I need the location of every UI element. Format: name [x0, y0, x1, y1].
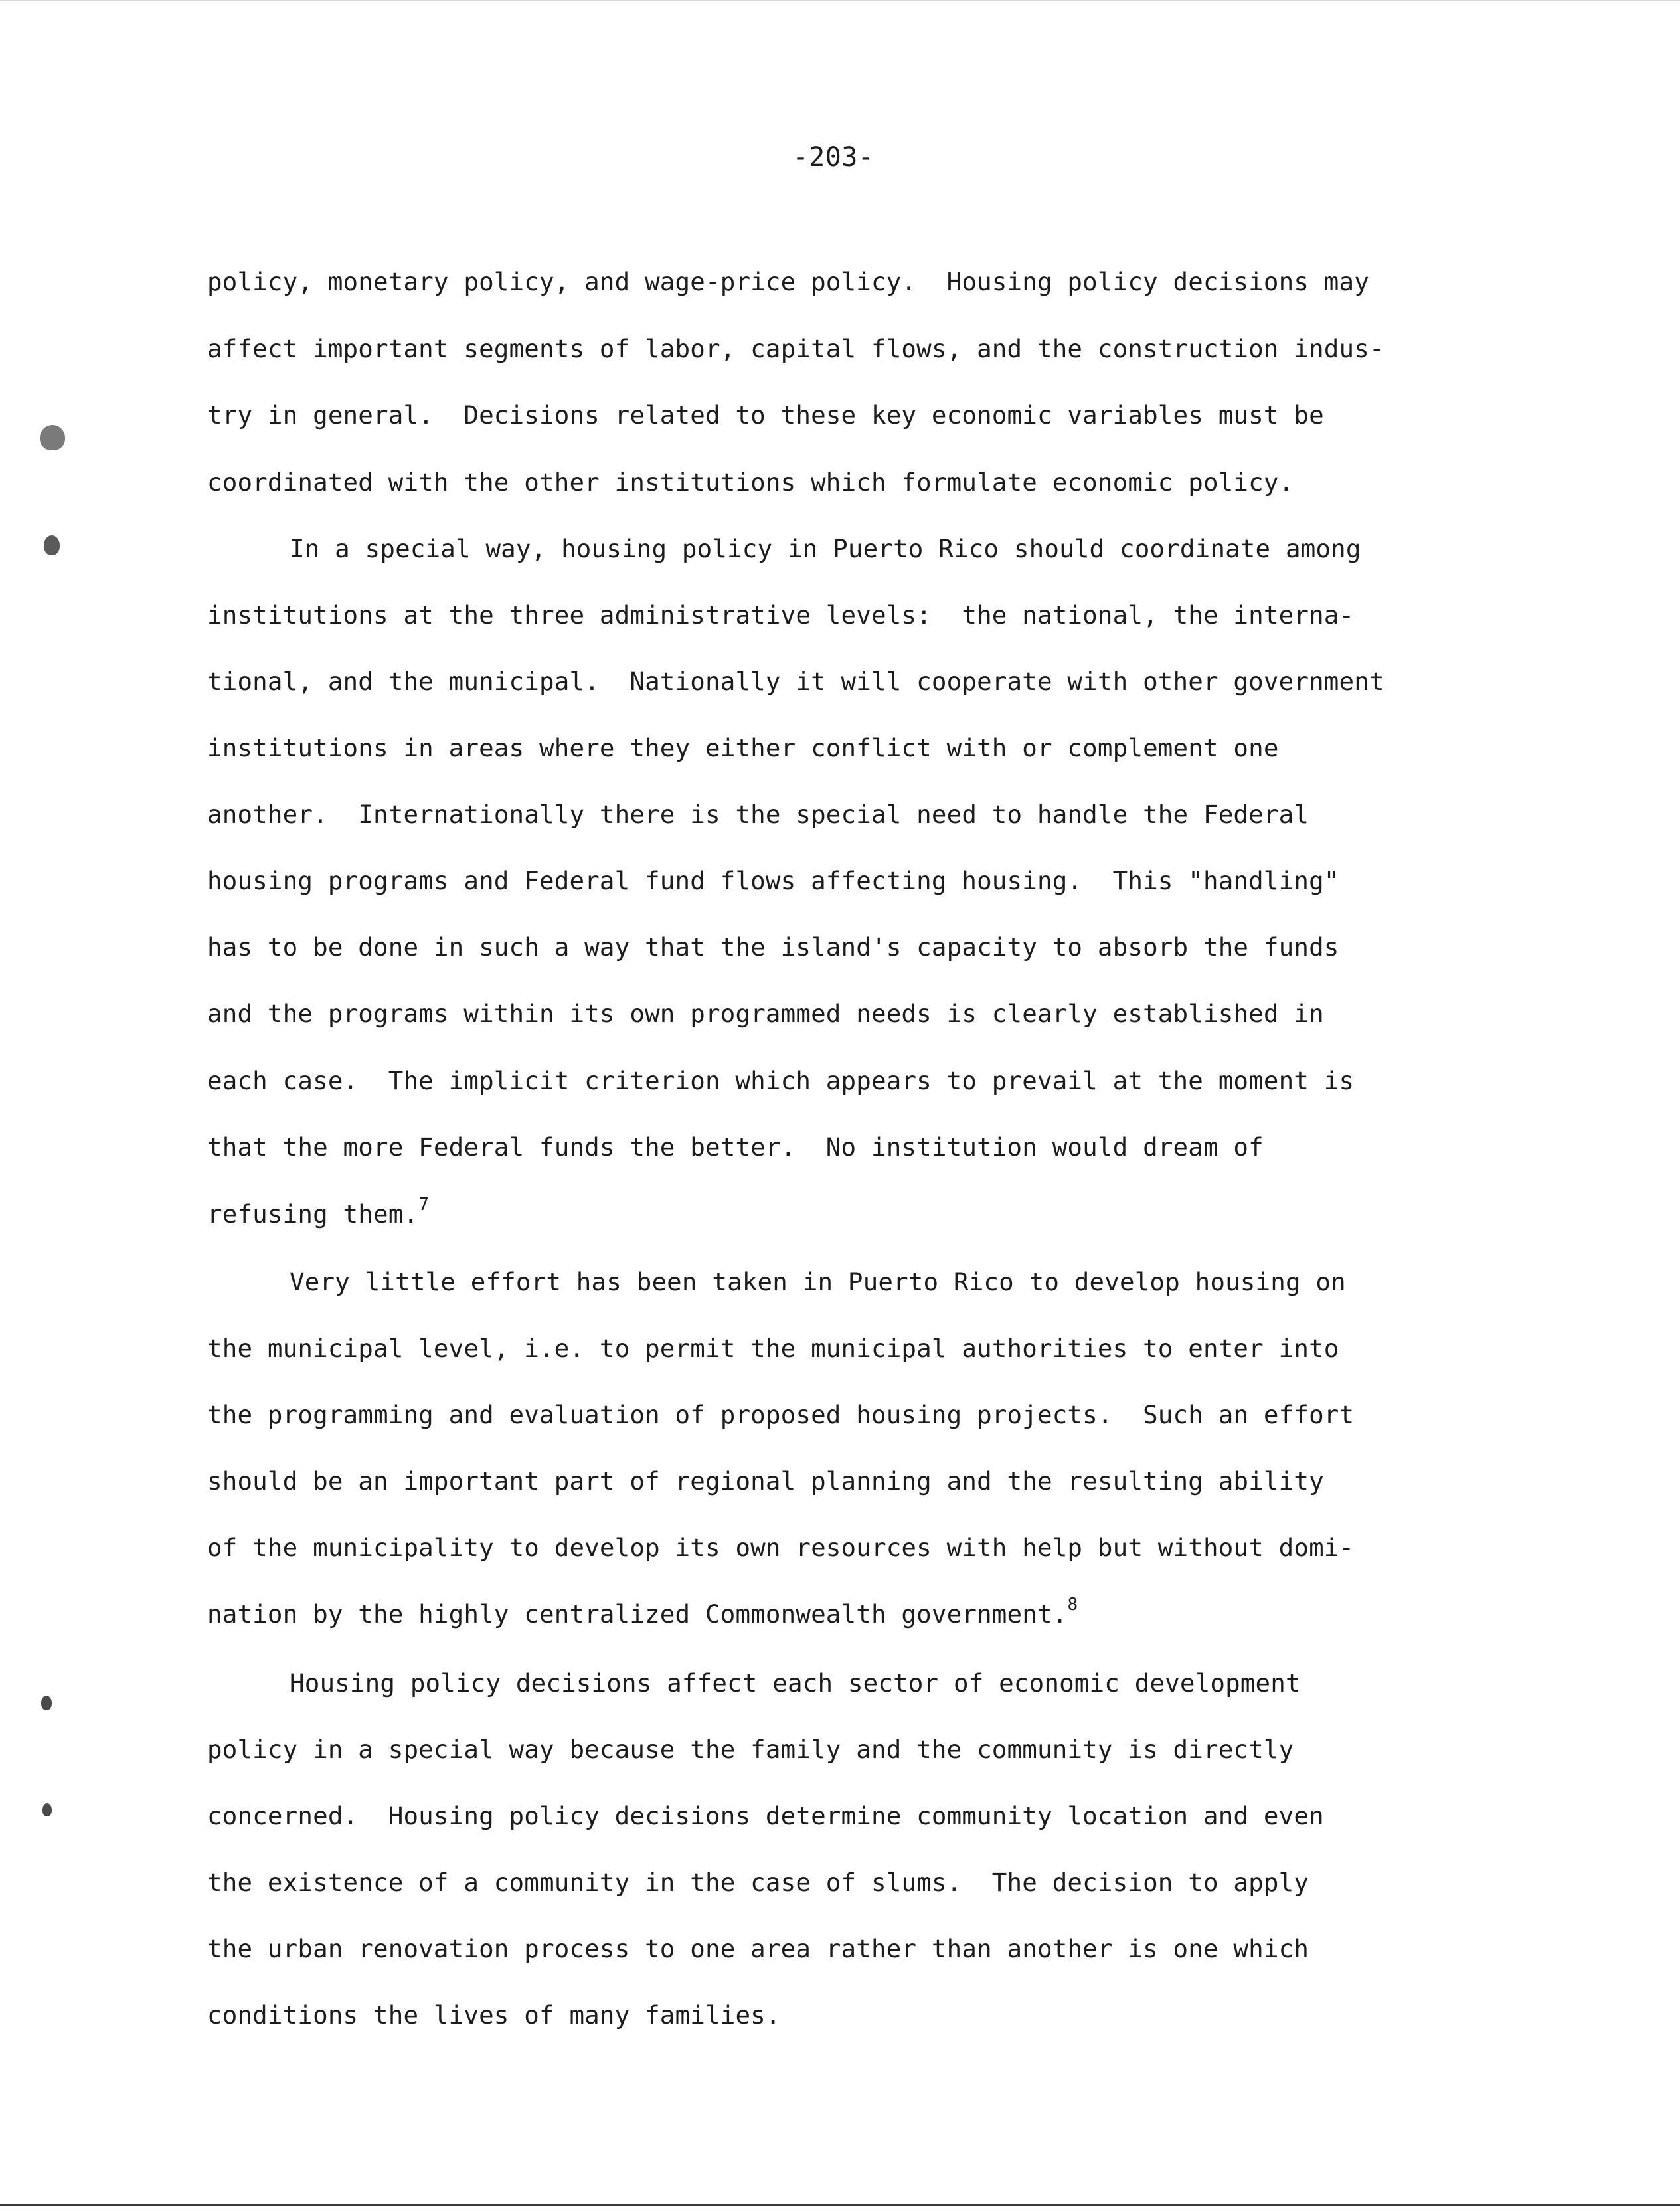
text-line-with-footnote	[207, 1594, 1078, 1629]
text-line: should be an important part of regional planning and the resulting ability	[207, 1466, 1324, 1496]
text-line: policy in a special way because the family and the community is directly	[207, 1735, 1294, 1764]
text-line-with-footnote	[207, 1194, 429, 1229]
page-bottom-edge	[0, 2204, 1680, 2206]
text-line: try in general. Decisions related to these key economic variables must be	[207, 400, 1324, 430]
page-number: -203-	[792, 142, 875, 173]
footnote-marker: 8	[1067, 1594, 1078, 1615]
text-line: Housing policy decisions affect each sector of economic development	[290, 1668, 1301, 1698]
binder-hole-mark	[40, 425, 65, 450]
text-line: institutions in areas where they either conflict with or complement one	[207, 733, 1279, 762]
text-line: institutions at the three administrative levels: the national, the interna-	[207, 600, 1355, 630]
text-line: the urban renovation process to one area rather than another is one which	[207, 1934, 1309, 1963]
text-line: another. Internationally there is the special need to handle the Federal	[207, 800, 1309, 829]
text-line: housing programs and Federal fund flows affecting housing. This "handling"	[207, 866, 1339, 895]
text-line: conditions the lives of many families.	[207, 2000, 781, 2030]
text-line: Very little effort has been taken in Puerto Rico to develop housing on	[290, 1267, 1346, 1296]
text-line: each case. The implicit criterion which appears to prevail at the moment is	[207, 1066, 1355, 1095]
binder-hole-mark	[44, 535, 60, 555]
text-line: tional, and the municipal. Nationally it will cooperate with other government	[207, 667, 1385, 696]
text-line: the programming and evaluation of proposed housing projects. Such an effort	[207, 1400, 1355, 1429]
text-line: coordinated with the other institutions which formulate economic policy.	[207, 468, 1294, 497]
text-line: has to be done in such a way that the island's capacity to absorb the funds	[207, 932, 1339, 962]
text-line: that the more Federal funds the better. No institution would dream of	[207, 1132, 1264, 1162]
text-line: and the programs within its own programmed needs is clearly established in	[207, 999, 1324, 1028]
text-line: In a special way, housing policy in Puerto Rico should coordinate among	[290, 534, 1361, 563]
text-line: affect important segments of labor, capital flows, and the construction indus-	[207, 334, 1385, 363]
text-line: policy, monetary policy, and wage-price policy. Housing policy decisions may	[207, 267, 1369, 296]
text-line: the existence of a community in the case of slums. The decision to apply	[207, 1868, 1309, 1897]
text-line: concerned. Housing policy decisions determine community location and even	[207, 1801, 1324, 1830]
text-line: of the municipality to develop its own resources with help but without domi-	[207, 1533, 1355, 1562]
text-line: nation by the highly centralized Commonwealth government.	[207, 1599, 1068, 1629]
footnote-marker: 7	[418, 1194, 429, 1215]
text-line: the municipal level, i.e. to permit the municipal authorities to enter into	[207, 1334, 1339, 1363]
page-top-edge	[0, 0, 1680, 1]
text-line: refusing them.	[207, 1199, 419, 1229]
binder-hole-mark	[42, 1803, 52, 1816]
binder-hole-mark	[41, 1696, 52, 1710]
